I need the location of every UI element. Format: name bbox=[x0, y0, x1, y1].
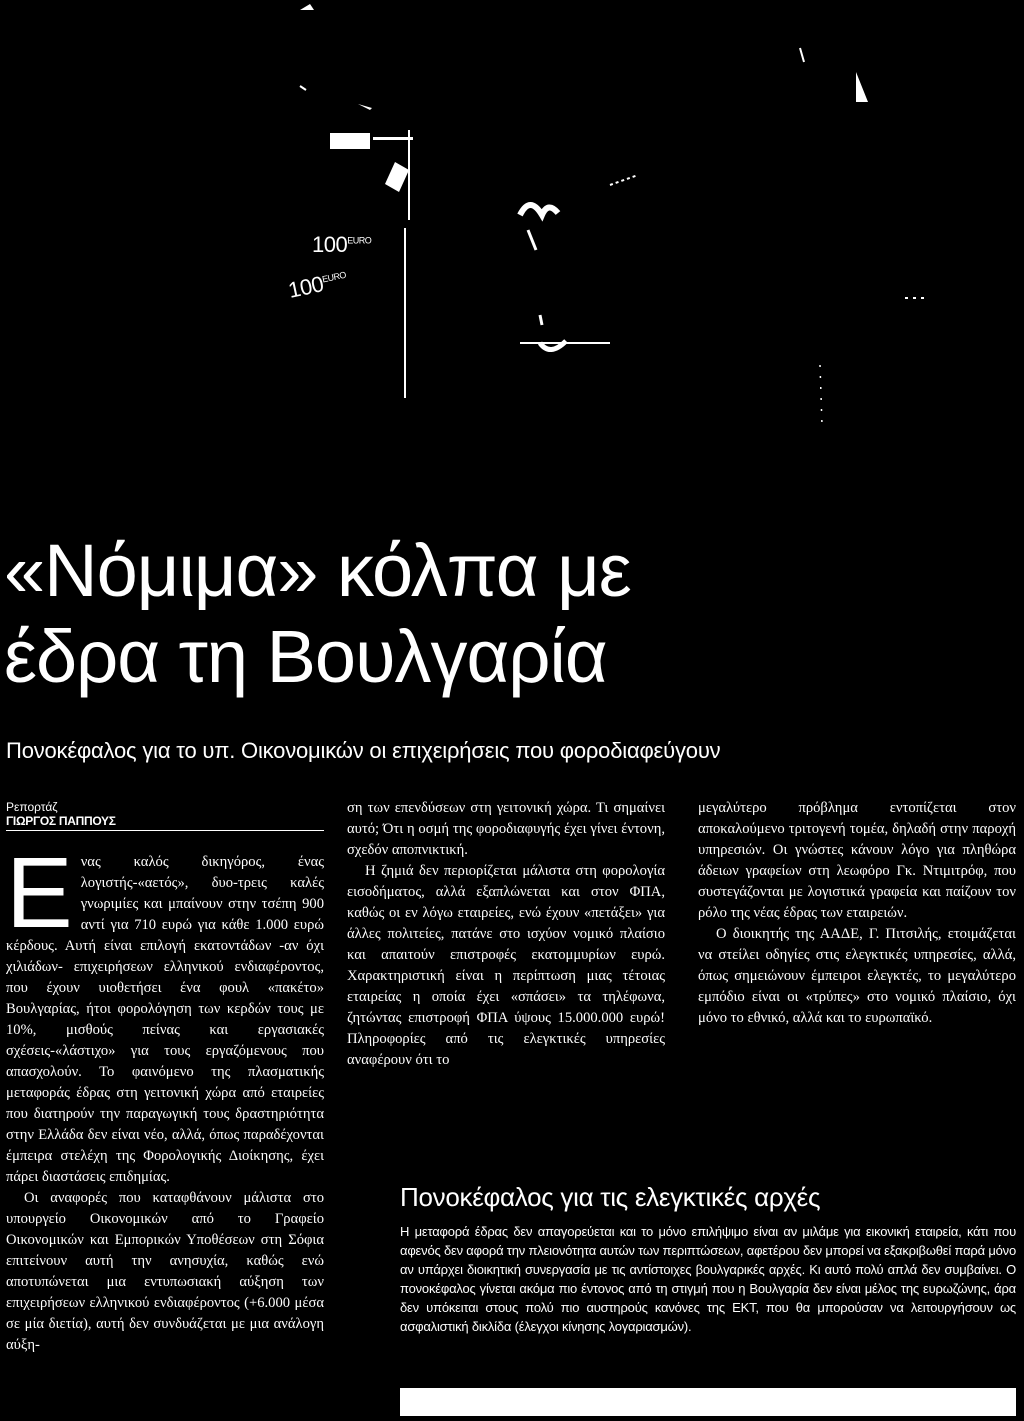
byline bbox=[6, 800, 324, 831]
article-column-3 bbox=[698, 798, 1016, 1029]
banknotes-photo bbox=[0, 0, 1024, 520]
sidebar-box-bar bbox=[400, 1388, 1016, 1416]
column-3-paragraph-2: Ο διοικητής της ΑΑΔΕ, Γ. Πιτσιλής, ετοιμάζεται να στείλει οδηγίες στις ελεγκτικές υπηρεσίες, αλλά, όπως σημειώνουν έμπειροι ελεγκτές, το μεγαλύτερο εμπόδιο είναι οι «τρύπες» στο νομικό πλαίσιο, όχι μόνο το εθνικό, αλλά και το ευρωπαϊκό. bbox=[698, 926, 1016, 1026]
column-1-paragraph-1 bbox=[6, 837, 324, 1188]
column-1-paragraph-2: Οι αναφορές που καταφθάνουν μάλιστα στο υπουργείο Οικονομικών από το Γραφείο Οικονομικών και Εμπορικών Υποθέσεων στη Σόφια επιτείνουν αυτή την ανησυχία, καθώς ενώ αποτυπώνεται μια εντυπωσιακή αύξηση των επιχειρήσεων ελληνικού ενδιαφέροντος (+6.000 μέσα σε μία διετία), αυτή δεν συνδυάζεται με μια ανάλογη αύξη- bbox=[6, 1190, 324, 1353]
banknote-label-2: $100^{EURO}$ bbox=[285, 269, 347, 303]
byline-rule bbox=[6, 830, 324, 831]
banknote-label-1: $100^{EURO}$ bbox=[312, 232, 372, 257]
drop-cap: Ε bbox=[6, 837, 73, 949]
column-3-paragraph-1: μεγαλύτερο πρόβλημα εντοπίζεται στον αποκαλούμενο τριτογενή τομέα, δηλαδή στην παροχή υπηρεσιών. Οι γνώστες κάνουν λόγο για πληθώρα άδειων γραφείων στη λεωφόρο Γκ. Ντιμιτρόφ, που συστεγάζονται με λογιστικά γραφεία και παίζουν τον ρόλο της νέας έδρας των εταιρειών. bbox=[698, 800, 1016, 921]
byline-author: ΓΙΩΡΓΟΣ ΠΑΠΠΟΥΣ bbox=[6, 814, 116, 828]
banknotes-illustration bbox=[0, 0, 1024, 520]
sidebar-box-text: Η μεταφορά έδρας δεν απαγορεύεται και το μόνο επιλήψιμο είναι αν μιλάμε για εικονική εταιρεία, κάτι που αφενός δεν αφορά την πλειονότητα αυτών των περιπτώσεων, αφετέρου δεν μπορεί να εξακριβωθεί παρά μόνο αν υπάρχει διοικητική συνεργασία με τις αντίστοιχες βουλγαρικές αρχές. Κι αυτό πολύ απλά δεν συμβαίνει. Ο πονοκέφαλος γίνεται ακόμα πιο έντονος από τη στιγμή που η Βουλγαρία δεν είναι μέλος της ευρωζώνης, άρα δεν υπόκειται στους πολύ πιο αυστηρούς κανόνες της ΕΚΤ, που θα μπορούσαν να λειτουργήσουν ως ασφαλιστική δικλίδα (έλεγχοι κίνησης λογαριασμών). bbox=[400, 1224, 1016, 1334]
article-column-1 bbox=[6, 837, 324, 1356]
column-2-paragraph-2: Η ζημιά δεν περιορίζεται μάλιστα στη φορολογία εισοδήματος, αλλά εξαπλώνεται και στον ΦΠΑ, καθώς οι εν λόγω εταιρείες, ενώ έχουν «πετάξει» για άλλες πολιτείες, πατάνε στο ισχύον νομικό πλαίσιο και απαιτούν επιστροφές εκατομμυρίων ευρώ. Χαρακτηριστική είναι η περίπτωση μιας τέτοιας εταιρείας η οποία έχει «σπάσει» τα τηλέφωνα, ζητώντας επιστροφή ΦΠΑ ύψους 15.000.000 ευρώ! Πληροφορίες από τις ελεγκτικές υπηρεσίες αναφέρουν ότι το bbox=[347, 863, 665, 1068]
article-title bbox=[4, 528, 1014, 700]
column-1-paragraph-1-text: νας καλός δικηγόρος, ένας λογιστής-«αετός», δυο-τρεις καλές γνωριμίες και μπαίνουν στην τσέπη 900 αντί για 710 ευρώ για κάθε 1.000 ευρώ κέρδους. Αυτή είναι επιλογή εκατοντάδων -αν όχι χιλιάδων- επιχειρήσεων ελληνικού ενδιαφέροντος, που έχουν υιοθετήσει ένα φουλ «πακέτο» Βουλγαρίας, ήτοι φορολόγηση των κερδών τους με 10%, μισθούς πείνας και εργασιακές σχέσεις-«λάστιχο» για τους εργαζόμενους που απασχολούν. Το φαινόμενο της πλασματικής μεταφοράς έδρας στη γειτονική χώρα από εταιρείες που διατηρούν την παραγωγική τους δραστηριότητα στην Ελλάδα δεν είναι νέο, αλλά, όπως παραδέχονται έμπειρα στελέχη της Φορολογικής Διοίκησης, έχει πάρει διαστάσεις επιδημίας. bbox=[6, 854, 324, 1185]
title-line-1: «Νόμιμα» κόλπα με bbox=[4, 529, 631, 612]
byline-role: Ρεπορτάζ bbox=[6, 800, 58, 814]
sidebar-box-title: Πονοκέφαλος για τις ελεγκτικές αρχές bbox=[400, 1182, 821, 1212]
column-2-paragraph-1: ση των επενδύσεων στη γειτονική χώρα. Τι σημαίνει αυτό; Ότι η οσμή της φοροδιαφυγής έχει γίνει έντονη, σχεδόν αποπνικτική. bbox=[347, 800, 665, 858]
title-line-2: έδρα τη Βουλγαρία bbox=[4, 615, 607, 698]
article-column-2 bbox=[347, 798, 665, 1071]
article-subtitle: Πονοκέφαλος για το υπ. Οικονομικών οι επιχειρήσεις που φοροδιαφεύγουν bbox=[6, 738, 721, 763]
